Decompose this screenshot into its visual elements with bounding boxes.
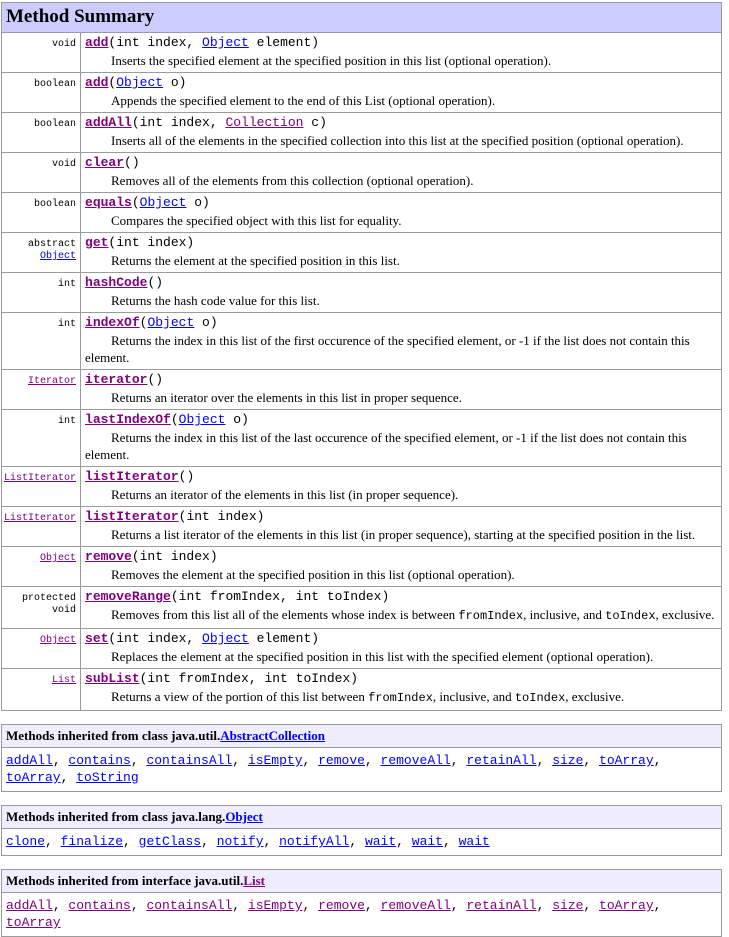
method-link[interactable]: indexOf [85,315,140,330]
method-detail-cell [81,313,722,370]
method-rows [2,33,722,711]
text: o) [194,315,218,330]
inherited-method-link[interactable]: toString [76,770,139,785]
text: Returns the element at the specified position in this list. [111,253,400,268]
method-row [2,73,722,113]
method-detail-cell [81,73,722,113]
text: element) [248,35,320,50]
text: boolean [34,119,77,130]
method-summary-title: Method Summary [2,3,722,33]
param-type-link[interactable]: Object [116,75,164,90]
type-link[interactable]: List [52,675,77,686]
text: ( [131,195,140,210]
param-type-link[interactable]: Collection [225,115,304,130]
text: boolean [34,79,77,90]
inherited-header [2,806,722,829]
return-type-cell [2,669,81,711]
inherited-methods-section [1,805,722,856]
inherited-method-link[interactable]: contains [68,753,131,768]
type-link[interactable]: ListIterator [4,513,77,524]
inherited-header-text: Methods inherited from class java.lang. [6,809,226,824]
method-detail-cell [81,410,722,467]
method-description [85,688,717,707]
method-link[interactable]: addAll [85,115,132,130]
inherited-header-row [2,870,722,893]
method-signature [85,411,717,429]
inherited-method-link[interactable]: retainAll [466,753,537,768]
text: o) [163,75,187,90]
text: Appends the specified element to the end of this List (optional operation). [111,93,496,108]
text: Returns a view of the portion of this list between [111,689,369,704]
method-row [2,33,722,73]
method-detail-cell [81,467,722,507]
method-summary-table [1,2,722,711]
text: (int index) [131,549,218,564]
method-link[interactable]: clear [85,155,125,170]
inherited-method-link[interactable]: size [552,753,584,768]
text: , inclusive, and [523,607,606,622]
text: Returns an iterator over the elements in this list in proper sequence. [111,390,462,405]
inherited-header [2,870,722,893]
type-link[interactable]: Object [40,553,77,564]
method-description [85,212,717,229]
type-link[interactable]: Object [40,635,77,646]
inherited-class-link[interactable]: AbstractCollection [220,728,325,743]
method-row [2,467,722,507]
method-summary-header-row [2,3,722,33]
method-row [2,313,722,370]
inherited-method-link[interactable]: containsAll [146,753,233,768]
method-signature [85,114,717,132]
inherited-method-link[interactable]: removeAll [380,753,451,768]
method-description [85,52,717,69]
method-row [2,587,722,629]
method-description [85,526,717,543]
inherited-header [2,725,722,748]
method-link[interactable]: removeRange [85,589,171,604]
return-type-cell [2,273,81,313]
method-row [2,233,722,273]
inherited-header-text: Methods inherited from interface java.util. [6,873,244,888]
return-type-cell [2,113,81,153]
text: Returns the hash code value for this list. [111,293,320,308]
text: (int index) [178,509,265,524]
inherited-class-link[interactable]: Object [225,809,263,824]
text: element) [248,631,320,646]
code-text: fromIndex [458,609,524,623]
method-row [2,410,722,467]
method-signature [85,274,717,292]
text: ( [108,75,117,90]
text: () [147,372,164,387]
type-link[interactable]: Object [40,251,77,262]
method-link[interactable]: add [85,75,109,90]
return-type-cell [2,33,81,73]
param-type-link[interactable]: Object [139,195,187,210]
method-description [85,172,717,189]
method-signature [85,234,717,252]
inherited-method-link[interactable]: removeAll [380,898,451,913]
inherited-method-link[interactable]: wait [458,834,490,849]
method-detail-cell [81,273,722,313]
inherited-method-list: addAll, contains, containsAll, isEmpty, remove, removeAll, retainAll, size, toArray, toArray [2,893,722,937]
type-link[interactable]: ListIterator [4,473,77,484]
inherited-method-link[interactable]: remove [318,898,365,913]
method-row [2,629,722,669]
return-type-cell [2,587,81,629]
method-detail-cell [81,193,722,233]
text: Returns a list iterator of the elements in this list (in proper sequence), starting at the specified position in the list. [111,527,696,542]
text: boolean [34,199,77,210]
return-type-cell [2,467,81,507]
method-detail-cell [81,233,722,273]
text: c) [303,115,327,130]
method-signature [85,548,717,566]
method-link[interactable]: add [85,35,109,50]
method-description [85,252,717,269]
text: (int fromIndex, int toIndex) [139,671,359,686]
inherited-header-row [2,806,722,829]
text: int [58,279,77,290]
inherited-method-link[interactable]: wait [364,834,397,849]
text: () [178,469,195,484]
inherited-method-link[interactable]: retainAll [466,898,537,913]
method-link[interactable]: set [85,631,109,646]
inherited-method-list: addAll, contains, containsAll, isEmpty, remove, removeAll, retainAll, size, toArray, toArray, toString [2,748,722,792]
method-description [85,132,717,149]
param-type-link[interactable]: Object [178,412,226,427]
inherited-methods-section [1,869,722,937]
text: o) [186,195,210,210]
method-row [2,113,722,153]
method-row [2,193,722,233]
inherited-method-link[interactable]: remove [318,753,365,768]
inherited-header-text: Methods inherited from class java.util. [6,728,221,743]
method-signature [85,588,717,606]
method-detail-cell [81,153,722,193]
method-description [85,92,717,109]
method-signature [85,74,717,92]
text: protected [22,593,77,604]
return-type-cell [2,370,81,410]
inherited-method-list: clone, finalize, getClass, notify, notifyAll, wait, wait, wait [2,829,722,856]
text: (int index, [108,631,203,646]
text: Inserts all of the elements in the specified collection into this list at the specified position (optional operation). [111,133,684,148]
method-description [85,332,717,366]
text: void [52,39,77,50]
method-signature [85,314,717,332]
return-type-cell [2,629,81,669]
inherited-method-link[interactable]: addAll [6,898,53,913]
inherited-method-link[interactable]: isEmpty [247,753,303,768]
inherited-method-link[interactable]: toArray [599,898,654,913]
method-detail-cell [81,587,722,629]
method-row [2,273,722,313]
return-type-cell [2,507,81,547]
inherited-method-link[interactable]: isEmpty [247,898,303,913]
inherited-method-link[interactable]: toArray [6,770,61,785]
method-link[interactable]: iterator [85,372,148,387]
inherited-sections [1,724,729,937]
inherited-method-link[interactable]: getClass [138,834,202,849]
text: Replaces the element at the specified position in this list with the specified element (optional operation). [111,649,654,664]
code-text: toIndex [605,609,656,623]
inherited-method-link[interactable]: contains [68,898,131,913]
method-row [2,370,722,410]
text: ( [170,412,179,427]
inherited-header-row [2,725,722,748]
method-detail-cell [81,113,722,153]
method-row [2,547,722,587]
method-description [85,429,717,463]
method-signature [85,34,717,52]
inherited-method-link[interactable]: toArray [599,753,654,768]
param-type-link[interactable]: Object [202,631,249,646]
return-type-cell [2,73,81,113]
text: void [52,159,77,170]
text: o) [225,412,249,427]
method-signature [85,371,717,389]
method-description [85,292,717,309]
text: ( [139,315,148,330]
method-row [2,669,722,711]
inherited-method-link[interactable]: clone [6,834,46,849]
method-link[interactable]: listIterator [85,469,179,484]
method-detail-cell [81,629,722,669]
inherited-body-row [2,893,722,937]
text: Removes the element at the specified position in this list (optional operation). [111,567,515,582]
text: Removes from this list all of the elements whose index is between [111,607,459,622]
method-detail-cell [81,370,722,410]
method-link[interactable]: lastIndexOf [85,412,171,427]
method-signature [85,468,717,486]
inherited-method-link[interactable]: toArray [6,915,61,930]
return-type-cell [2,410,81,467]
text: Returns the index in this list of the last occurence of the specified element, or -1 if the list does not contain this element. [85,430,687,462]
method-link[interactable]: get [85,235,109,250]
method-signature [85,670,717,688]
method-signature [85,630,717,648]
method-description [85,566,717,583]
method-description [85,648,717,665]
text: , inclusive, and [432,689,515,704]
inherited-method-link[interactable]: wait [411,834,443,849]
return-type-cell [2,547,81,587]
text: () [147,275,164,290]
text: , exclusive. [565,689,625,704]
return-type-cell [2,233,81,273]
return-type-cell [2,313,81,370]
text: (int index, [108,35,203,50]
method-description [85,486,717,503]
method-signature [85,508,717,526]
text: () [124,155,140,170]
method-row [2,507,722,547]
text: int [58,416,77,427]
method-link[interactable]: subList [85,671,140,686]
method-link[interactable]: remove [85,549,132,564]
inherited-method-link[interactable]: finalize [60,834,124,849]
text: (int index, [131,115,226,130]
text: Returns an iterator of the elements in this list (in proper sequence). [111,487,459,502]
method-link[interactable]: hashCode [85,275,148,290]
method-detail-cell [81,507,722,547]
method-description [85,606,717,625]
code-text: fromIndex [368,691,433,705]
inherited-class-link[interactable]: List [243,873,265,888]
text: abstract [28,239,77,250]
method-signature [85,194,717,212]
text: int [58,319,77,330]
method-detail-cell [81,669,722,711]
inherited-methods-section [1,724,722,792]
text: Inserts the specified element at the specified position in this list (optional operation). [111,53,552,68]
code-text: toIndex [514,691,566,705]
method-link[interactable]: equals [85,195,132,210]
method-detail-cell [81,33,722,73]
param-type-link[interactable]: Object [202,35,249,50]
text: Returns the index in this list of the first occurence of the specified element, or -1 if the list does not contain this element. [85,333,690,365]
return-type-cell [2,193,81,233]
param-type-link[interactable]: Object [147,315,195,330]
text: (int index) [108,235,195,250]
text: Removes all of the elements from this collection (optional operation). [111,173,474,188]
method-detail-cell [81,547,722,587]
inherited-method-link[interactable]: containsAll [146,898,233,913]
type-link[interactable]: Iterator [28,376,77,387]
text: (int fromIndex, int toIndex) [170,589,390,604]
text: Compares the specified object with this list for equality. [111,213,402,228]
return-type-cell [2,153,81,193]
inherited-method-link[interactable]: notifyAll [279,834,350,849]
inherited-method-link[interactable]: size [552,898,584,913]
inherited-body-row [2,829,722,856]
text: void [52,605,77,616]
text: , exclusive. [655,607,715,622]
inherited-body-row [2,748,722,792]
method-signature [85,154,717,172]
inherited-method-link[interactable]: notify [216,834,264,849]
method-description [85,389,717,406]
method-link[interactable]: listIterator [85,509,179,524]
inherited-method-link[interactable]: addAll [6,753,53,768]
method-row [2,153,722,193]
